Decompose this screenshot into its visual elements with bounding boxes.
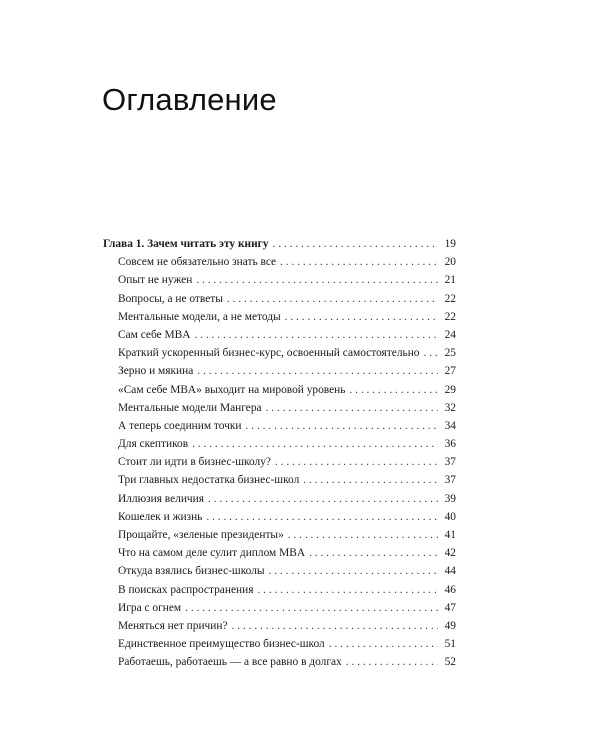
toc-entry-label: Игра с огнем [118, 601, 182, 614]
toc-leader-dots [273, 235, 438, 253]
toc-entry-row [103, 635, 456, 653]
toc-leader-dots [194, 326, 438, 344]
toc-entry-label: Прощайте, «зеленые президенты» [118, 529, 284, 541]
toc-entry-page: 39 [444, 492, 456, 505]
page-title: Оглавление [102, 82, 277, 117]
toc-entry-row [103, 381, 456, 399]
toc-leader-dots [197, 362, 438, 380]
toc-leader-dots [208, 490, 438, 508]
toc-entry-row [103, 526, 456, 544]
toc-entry-label: А теперь соединим точки [118, 419, 242, 432]
toc-entry-label: Меняться нет причин? [118, 619, 228, 632]
toc-entry-row [103, 617, 456, 635]
toc-entry-label: Вопросы, а не ответы [118, 292, 223, 305]
toc-entry-label: Три главных недостатка бизнес-школ [118, 474, 300, 487]
toc-entry-row [103, 290, 456, 308]
toc-leader-dots [227, 290, 438, 308]
toc-leader-dots [266, 399, 438, 417]
toc-entry-page: 21 [444, 274, 456, 287]
toc-entry-page: 24 [444, 328, 456, 341]
toc-leader-dots [246, 417, 438, 435]
toc-entry-page: 32 [444, 401, 456, 414]
toc-entry-label: В поисках распространения [118, 583, 254, 596]
toc-entry-page: 36 [444, 438, 456, 451]
toc-entry-row [103, 453, 456, 471]
toc-entry-label: Что на самом деле сулит диплом MBA [118, 547, 306, 560]
toc-entry-page: 20 [444, 256, 456, 269]
toc-entry-label: Совсем не обязательно знать все [118, 256, 277, 269]
toc-entry-label: Кошелек и жизнь [118, 510, 203, 523]
toc-leader-dots [206, 508, 438, 526]
toc-entry-label: Для скептиков [118, 438, 189, 451]
toc-entry-page: 22 [444, 292, 456, 305]
toc-entry-row [103, 653, 456, 671]
toc-entry-page: 37 [444, 474, 456, 487]
toc-entry-page: 22 [444, 310, 456, 323]
toc-entry-label: Откуда взялись бизнес-школы [118, 565, 265, 578]
toc-leader-dots [192, 435, 438, 453]
toc-chapter-row [103, 235, 456, 253]
toc-entry-label: Иллюзия величия [118, 492, 204, 505]
toc-entry-row [103, 435, 456, 453]
toc-entry-label: Краткий ускоренный бизнес-курс, освоенный самостоятельно [118, 347, 420, 360]
toc-entry-label: Работаешь, работаешь — а все равно в долгах [118, 656, 342, 669]
toc-leader-dots [275, 453, 438, 471]
toc-entry-row [103, 326, 456, 344]
toc-leader-dots [346, 653, 438, 671]
toc-entry-page: 49 [444, 619, 456, 632]
toc-chapter-page: 19 [444, 238, 456, 250]
table-of-contents [103, 235, 456, 672]
toc-leader-dots [285, 308, 438, 326]
toc-leader-dots [424, 344, 439, 362]
toc-entry-page: 25 [444, 347, 456, 360]
toc-entry-row [103, 399, 456, 417]
toc-leader-dots [280, 253, 438, 271]
toc-entry-page: 37 [444, 456, 456, 469]
toc-leader-dots [329, 635, 438, 653]
toc-entry-label: «Сам себе MBA» выходит на мировой уровень [118, 383, 346, 396]
toc-entry-row [103, 362, 456, 380]
toc-entry-label: Зерно и мякина [118, 365, 194, 378]
toc-entries [103, 253, 456, 671]
toc-entry-label: Ментальные модели Мангера [118, 401, 262, 414]
toc-entry-row [103, 471, 456, 489]
toc-entry-row [103, 253, 456, 271]
toc-leader-dots [257, 581, 438, 599]
toc-leader-dots [185, 599, 438, 617]
toc-entry-page: 27 [444, 365, 456, 378]
toc-entry-page: 44 [444, 565, 456, 578]
toc-entry-label: Опыт не нужен [118, 274, 193, 287]
toc-entry-page: 47 [444, 601, 456, 614]
toc-entry-row [103, 271, 456, 289]
toc-entry-row [103, 417, 456, 435]
toc-leader-dots [269, 562, 438, 580]
toc-entry-label: Единственное преимущество бизнес-школ [118, 638, 325, 651]
toc-entry-page: 29 [444, 383, 456, 396]
toc-entry-page: 52 [444, 656, 456, 669]
toc-entry-row [103, 490, 456, 508]
toc-entry-row [103, 344, 456, 362]
toc-entry-page: 46 [444, 583, 456, 596]
toc-entry-page: 34 [444, 419, 456, 432]
toc-entry-label: Стоит ли идти в бизнес-школу? [118, 456, 271, 469]
toc-entry-page: 40 [444, 510, 456, 523]
toc-chapter-label: Глава 1. Зачем читать эту книгу [103, 238, 269, 250]
toc-entry-row [103, 599, 456, 617]
toc-entry-row [103, 308, 456, 326]
toc-entry-page: 51 [444, 638, 456, 651]
toc-entry-label: Сам себе MBA [118, 328, 191, 341]
toc-leader-dots [349, 381, 438, 399]
toc-leader-dots [309, 544, 438, 562]
toc-entry-row [103, 562, 456, 580]
toc-entry-row [103, 544, 456, 562]
toc-entry-label: Ментальные модели, а не методы [118, 310, 281, 323]
toc-entry-page: 42 [444, 547, 456, 560]
toc-entry-row [103, 508, 456, 526]
toc-leader-dots [232, 617, 438, 635]
toc-entry-page: 41 [444, 529, 456, 541]
toc-leader-dots [288, 526, 438, 544]
toc-entry-row [103, 581, 456, 599]
toc-leader-dots [196, 271, 438, 289]
toc-leader-dots [303, 471, 438, 489]
